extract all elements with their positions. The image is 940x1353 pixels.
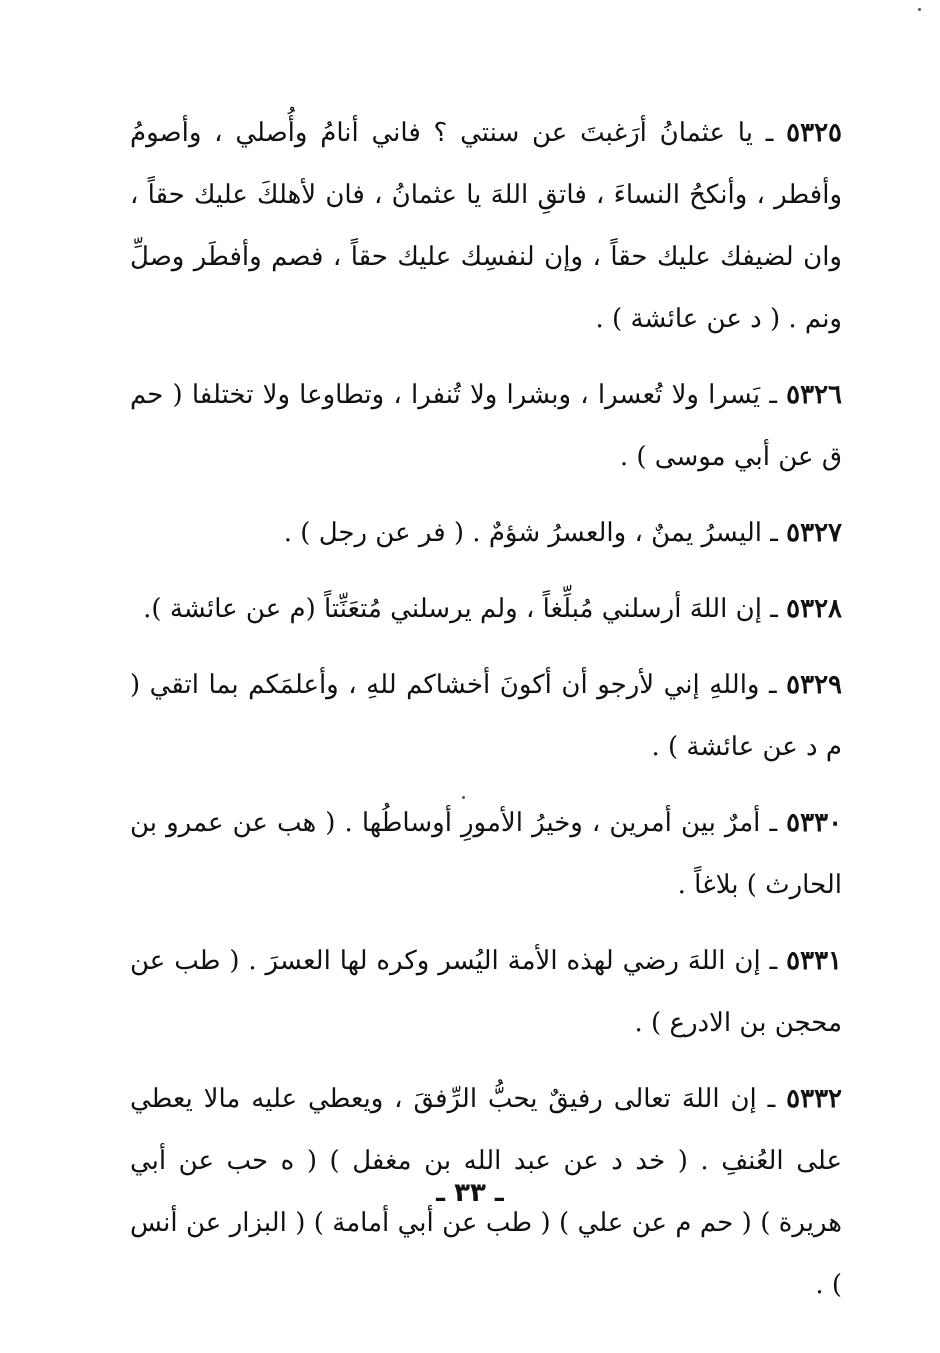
entry-separator: ـ: [770, 594, 778, 624]
entry-separator: ـ: [765, 118, 774, 148]
hadith-entry-5329: [130, 654, 842, 778]
entry-separator: ـ: [769, 380, 777, 410]
hadith-entry-5328: [130, 578, 842, 640]
hadith-entry-5327: [130, 502, 842, 564]
hadith-entry-5331: [130, 930, 842, 1054]
hadith-entry-5330: [130, 792, 842, 916]
entry-separator: ـ: [769, 808, 778, 838]
page-number: ـ ٣٣ ـ: [436, 1178, 504, 1208]
hadith-number: ٥٣٢٨: [786, 594, 842, 624]
scan-speck: [462, 796, 465, 799]
hadith-number: ٥٣٣٢: [786, 1084, 842, 1114]
hadith-number: ٥٣٢٥: [786, 118, 843, 148]
hadith-text-block: [130, 102, 842, 1330]
hadith-number: ٥٣٣١: [786, 946, 842, 976]
entry-separator: ـ: [770, 518, 778, 548]
hadith-text: واللهِ إني لأرجو أن أكونَ أخشاكم للهِ ، وأعلمَكم بما اتقي ( م د عن عائشة ) .: [130, 670, 842, 762]
entry-separator: ـ: [767, 1084, 776, 1114]
hadith-text: اليسرُ يمنٌ ، والعسرُ شؤمٌ . ( فر عن رجل ) .: [283, 518, 762, 548]
hadith-number: ٥٣٢٩: [786, 670, 842, 700]
hadith-text: إن اللهَ تعالى رفيقٌ يحبُّ الرِّفقَ ، ويعطي عليه مالا يعطي على العُنفِ . ( خد د عن عبد الله بن مغفل ) ( ه حب عن أبي هريرة ) ( حم م عن علي ) ( طب عن أبي أمامة ) ( البزار عن أنس ) .: [130, 1084, 842, 1300]
hadith-number: ٥٣٢٦: [786, 380, 842, 410]
scan-speck: [918, 8, 921, 11]
entry-separator: ـ: [769, 946, 778, 976]
hadith-number: ٥٣٢٧: [786, 518, 842, 548]
hadith-number: ٥٣٣٠: [786, 808, 843, 838]
hadith-entry-5326: [130, 364, 842, 488]
hadith-text: أمرٌ بين أمرين ، وخيرُ الأمورِ أوساطُها . ( هب عن عمرو بن الحارث ) بلاغاً .: [130, 808, 842, 900]
entry-separator: ـ: [769, 670, 777, 700]
hadith-text: يا عثمانُ أرَغبتَ عن سنتي ؟ فاني أنامُ وأُصلي ، وأصومُ وأفطر ، وأنكحُ النساءَ ، فاتقِ اللهَ يا عثمانُ ، فان لأهلكَ عليك حقاً ، وان لضيفك عليك حقاً ، وإن لنفسِك عليك حقاً ، فصم وأفطَر وصلِّ ونم . ( د عن عائشة ) .: [130, 118, 842, 334]
hadith-text: إن اللهَ رضي لهذه الأمة اليُسر وكره لها العسرَ . ( طب عن محجن بن الادرع ) .: [130, 946, 842, 1038]
hadith-text: إن اللهَ أرسلني مُبلِّغاً ، ولم يرسلني مُتعَنِّتاً (م عن عائشة ).: [143, 594, 762, 624]
hadith-text: يَسرا ولا تُعسرا ، وبشرا ولا تُنفرا ، وتطاوعا ولا تختلفا ( حم ق عن أبي موسى ) .: [130, 380, 842, 472]
hadith-entry-5325: [130, 102, 842, 350]
